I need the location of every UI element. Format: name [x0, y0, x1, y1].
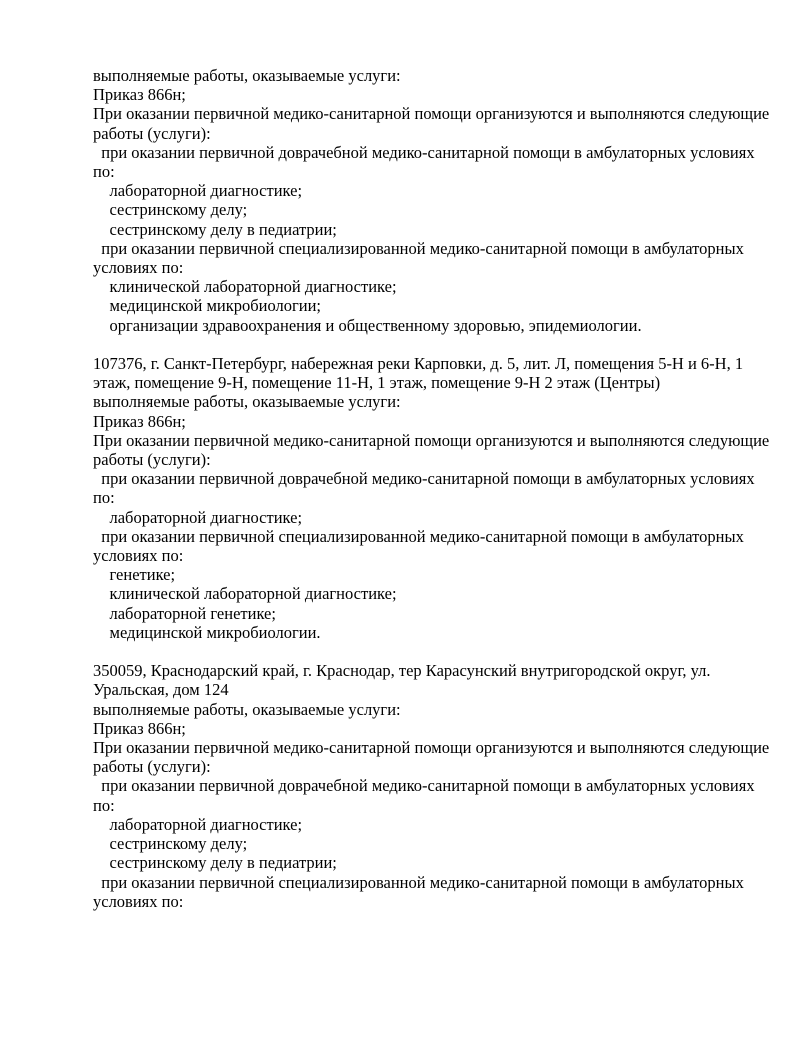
document-text-line: по: [93, 488, 115, 508]
document-text-line: работы (услуги): [93, 123, 211, 143]
document-text-line: выполняемые работы, оказываемые услуги: [93, 392, 401, 412]
document-text-line: при оказании первичной специализированной медико-санитарной помощи в амбулаторных [93, 526, 744, 546]
license-section-works-services-block-1 [93, 66, 770, 335]
document-text-line: организации здравоохранения и общественному здоровью, эпидемиологии. [93, 315, 642, 335]
document-text-line: при оказании первичной специализированной медико-санитарной помощи в амбулаторных [93, 238, 744, 258]
document-text-line: клинической лабораторной диагностике; [93, 584, 397, 604]
document-text-line: при оказании первичной доврачебной медико-санитарной помощи в амбулаторных условиях [93, 142, 755, 162]
document-text-line: по: [93, 162, 115, 182]
document-text-line: лабораторной диагностике; [93, 181, 303, 201]
document-text-line: сестринскому делу; [93, 834, 248, 854]
document-text-line: выполняемые работы, оказываемые услуги: [93, 699, 401, 719]
document-text-line: при оказании первичной доврачебной медико-санитарной помощи в амбулаторных условиях [93, 776, 755, 796]
document-text-line: медицинской микробиологии; [93, 296, 322, 316]
document-text-line: при оказании первичной специализированной медико-санитарной помощи в амбулаторных [93, 872, 744, 892]
document-text-line: условиях по: [93, 258, 184, 278]
document-text-line: генетике; [93, 565, 176, 585]
document-text-line: сестринскому делу; [93, 200, 248, 220]
document-text-line: клинической лабораторной диагностике; [93, 277, 397, 297]
document-text-line: условиях по: [93, 546, 184, 566]
license-section-address-block-saint-petersburg [93, 354, 770, 642]
document-text-line: Приказ 866н; [93, 718, 186, 738]
document-text-line: работы (услуги): [93, 757, 211, 777]
document-text-line: лабораторной генетике; [93, 603, 276, 623]
document-text-line: сестринскому делу в педиатрии; [93, 853, 337, 873]
document-text-line: 350059, Краснодарский край, г. Краснодар, тер Карасунский внутригородской округ, ул. [93, 661, 711, 681]
document-text-line: этаж, помещение 9-Н, помещение 11-Н, 1 этаж, помещение 9-Н 2 этаж (Центры) [93, 373, 661, 393]
document-text-line: работы (услуги): [93, 450, 211, 470]
document-text-line: Приказ 866н; [93, 411, 186, 431]
license-text-body [93, 66, 770, 911]
document-text-line: Приказ 866н; [93, 85, 186, 105]
document-text-line: лабораторной диагностике; [93, 507, 303, 527]
document-text-line: по: [93, 795, 115, 815]
document-text-line: при оказании первичной доврачебной медико-санитарной помощи в амбулаторных условиях [93, 469, 755, 489]
document-text-line: выполняемые работы, оказываемые услуги: [93, 66, 401, 85]
document-text-line: лабораторной диагностике; [93, 814, 303, 834]
document-text-line: медицинской микробиологии. [93, 622, 321, 642]
document-text-line: Уральская, дом 124 [93, 680, 229, 700]
document-text-line: При оказании первичной медико-санитарной помощи организуются и выполняются следующие [93, 104, 770, 124]
document-text-line: 107376, г. Санкт-Петербург, набережная реки Карповки, д. 5, лит. Л, помещения 5-Н и 6-Н, 1 [93, 354, 744, 374]
document-text-line: сестринскому делу в педиатрии; [93, 219, 337, 239]
document-text-line: При оказании первичной медико-санитарной помощи организуются и выполняются следующие [93, 430, 770, 450]
document-text-line: При оказании первичной медико-санитарной помощи организуются и выполняются следующие [93, 738, 770, 758]
license-section-address-block-krasnodar [93, 661, 770, 911]
document-text-line: условиях по: [93, 891, 184, 911]
